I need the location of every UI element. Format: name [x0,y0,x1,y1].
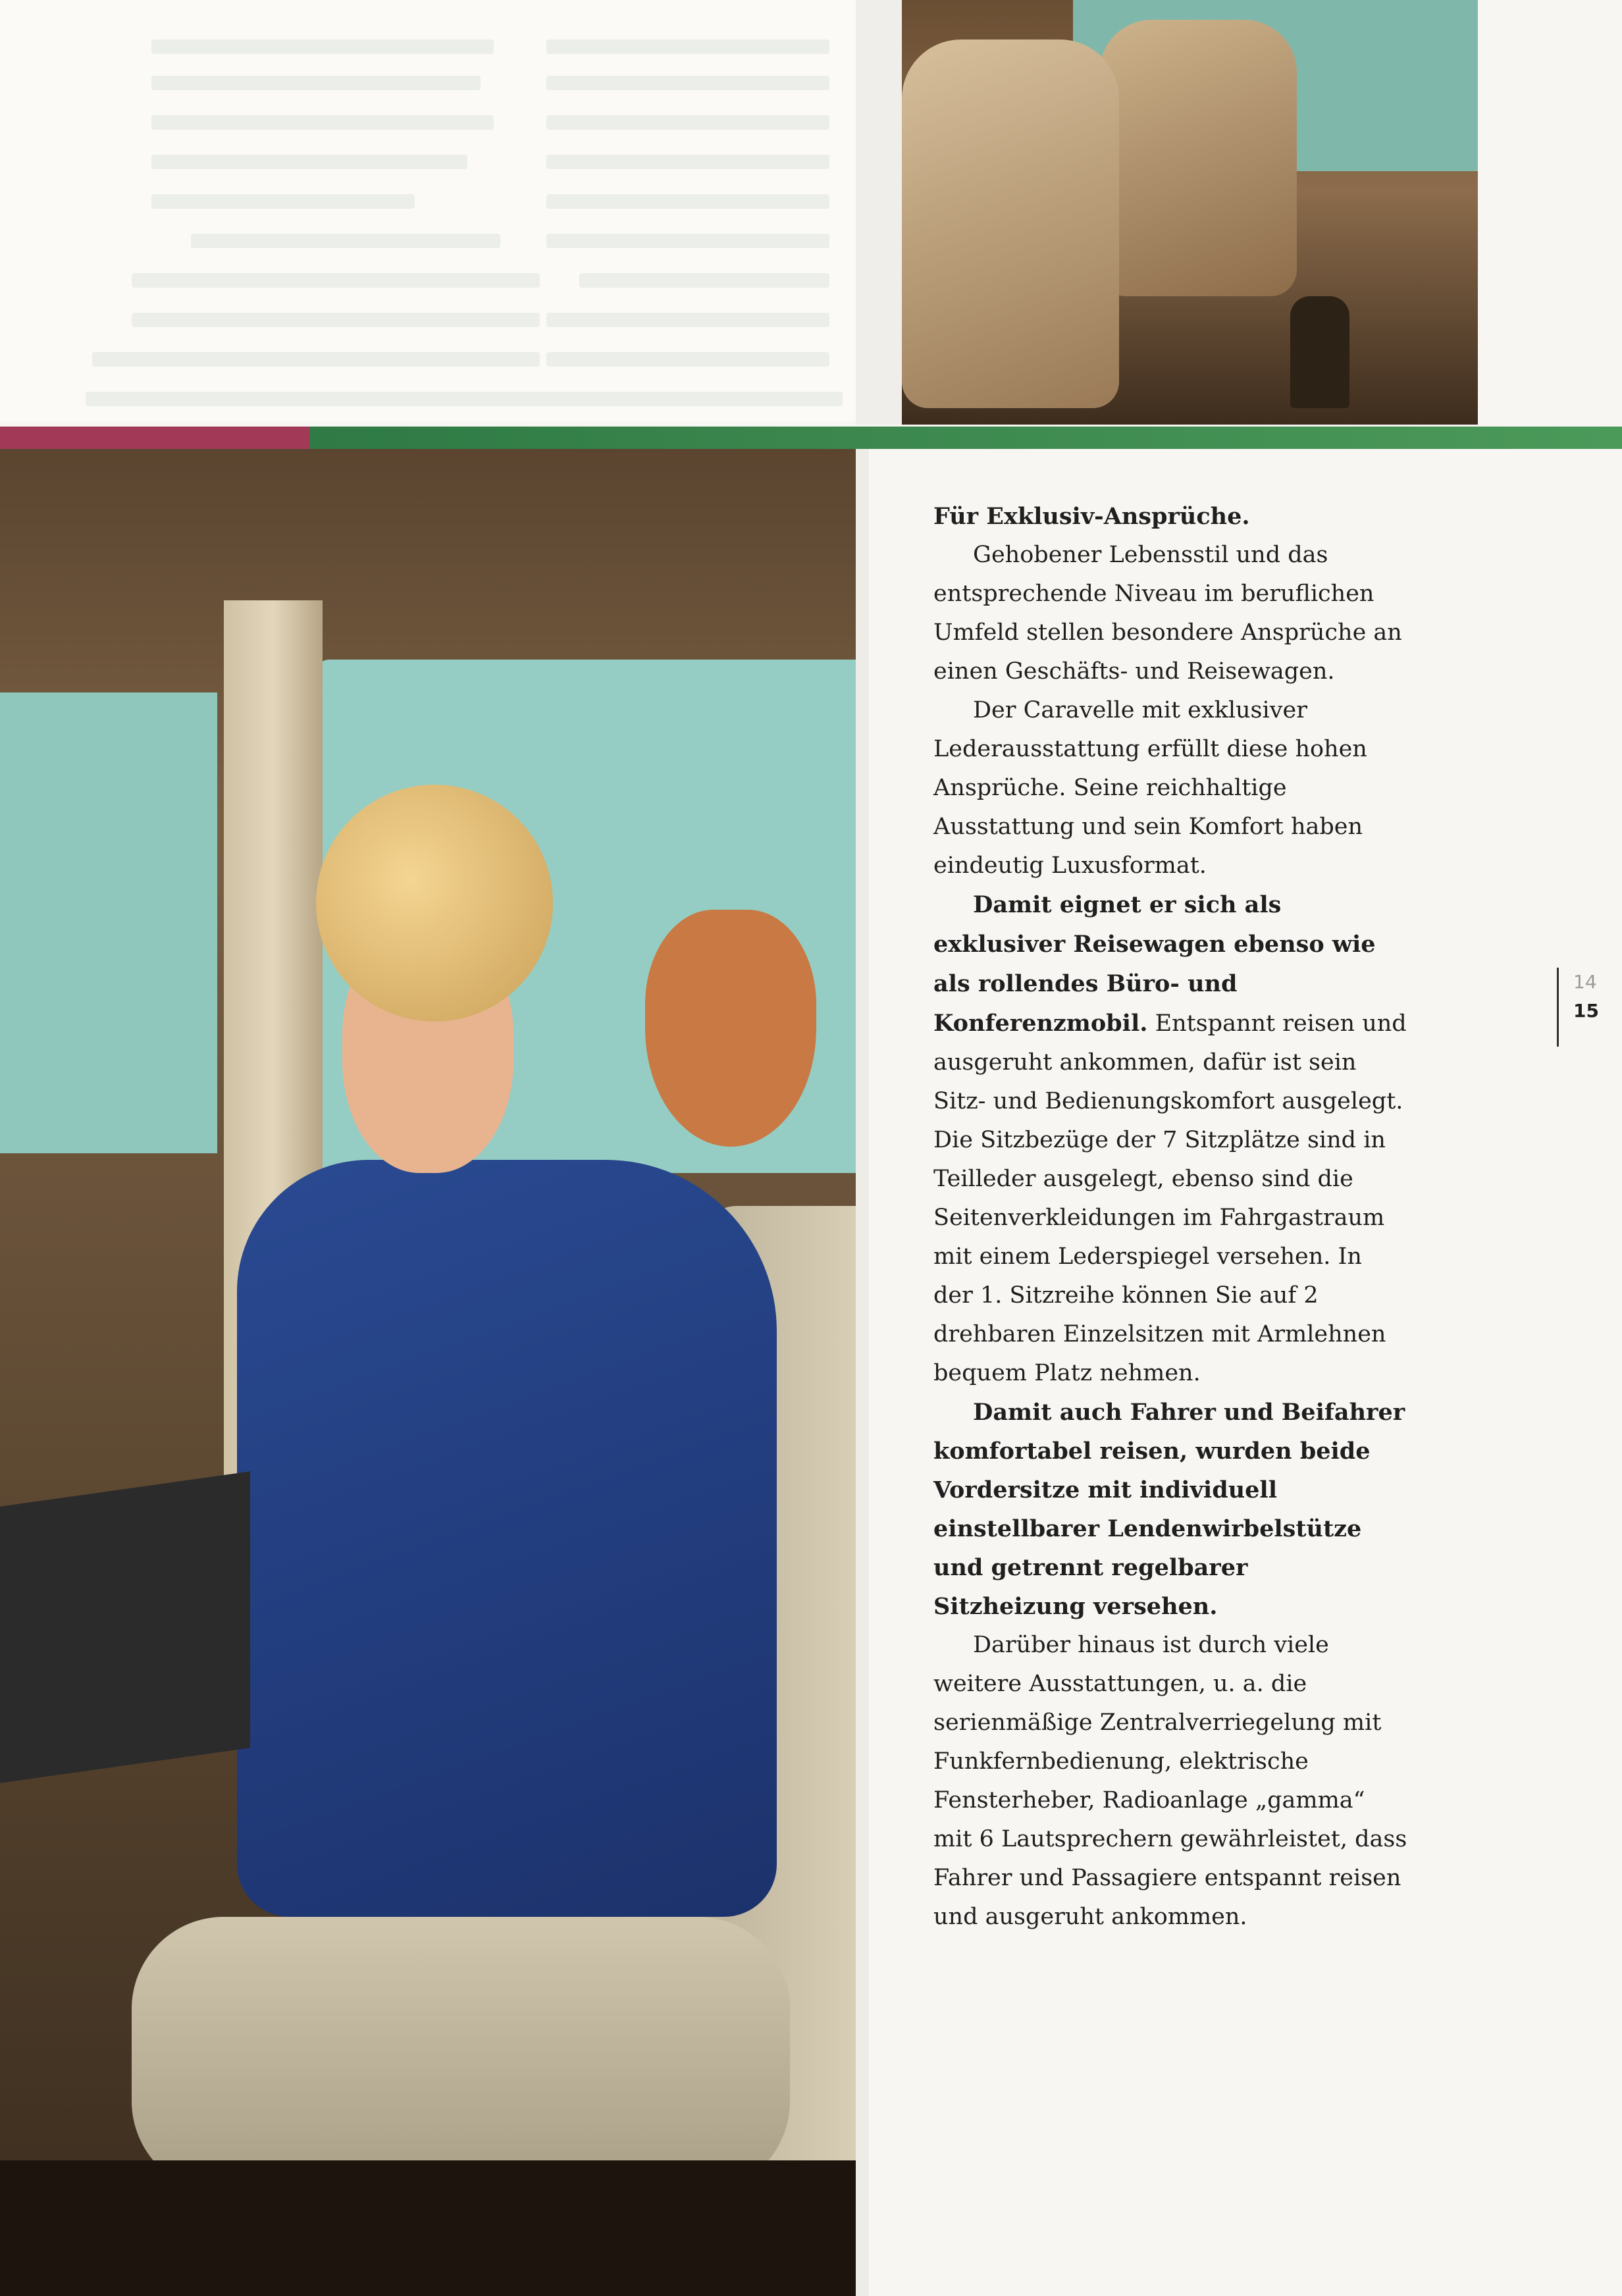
paragraph-3-body: Entspannt reisen und ausgeruht ankommen, dafür ist sein Sitz- und Bedienungskomfort ausgelegt. Die Sitzbezüge der 7 Sitzplätze sind in Teilleder ausgelegt, ebenso sind die Seitenverkleidungen im Fahrgastraum mit einem Lederspiegel versehen. In der 1. Sitzreihe können Sie auf 2 drehbaren Einzelsitzen mit Armlehnen bequem Platz nehmen. [933,1010,1407,1386]
blonde-hair [316,785,553,1022]
paragraph-5: Darüber hinaus ist durch viele weitere Ausstattungen, u. a. die serienmäßige Zentralverriegelung mit Funkfernbedienung, elektrische Fensterheber, Radioanlage „gamma“ mit 6 Lautsprechern gewährleistet, dass Fahrer und Passagiere entspannt reisen und ausgeruht ankommen. [933,1632,1407,1930]
article-heading: Für Exklusiv-Ansprüche. [933,503,1250,530]
page-number-right: 15 [1573,1000,1599,1022]
bleed-through-area [0,0,856,421]
page-numbers [1557,968,1599,1047]
article-text [933,497,1407,1937]
rear-leather-seat [1099,20,1297,296]
blue-blouse [237,1160,777,1917]
woman-with-laptop-photo [0,449,856,2296]
laptop [0,1471,250,1783]
door-frame [856,0,902,425]
armrest [132,1917,790,2193]
page-number-left: 14 [1573,971,1597,993]
paragraph-2: Der Caravelle mit exklusiver Lederausstattung erfüllt diese hohen Ansprüche. Seine reichhaltige Ausstattung und sein Komfort haben eindeutig Luxusformat. [933,697,1367,879]
swivel-leather-seat [902,39,1119,408]
interior-seats-photo [856,0,1478,425]
paragraph-1: Gehobener Lebensstil und das entsprechende Niveau im beruflichen Umfeld stellen besondere Ansprüche an einen Geschäfts- und Reisewagen. [933,542,1402,685]
paragraph-3-lead: Damit eignet er sich als exklusiver Reisewagen ebenso wie als rollendes Büro- und Konferenzmobil. [933,891,1376,1037]
floor-shadow [0,2160,856,2296]
paragraph-3 [933,885,1407,1393]
accent-band-green [309,427,1622,449]
photo-edge [856,449,869,2296]
gear-shift [1290,296,1349,408]
accent-band-pink [0,427,309,449]
ponytail [645,910,816,1147]
side-window-left [0,692,217,1153]
paragraph-4: Damit auch Fahrer und Beifahrer komfortabel reisen, wurden beide Vordersitze mit individuell einstellbarer Lendenwirbelstütze und getrennt regelbarer Sitzheizung versehen. [933,1399,1405,1620]
